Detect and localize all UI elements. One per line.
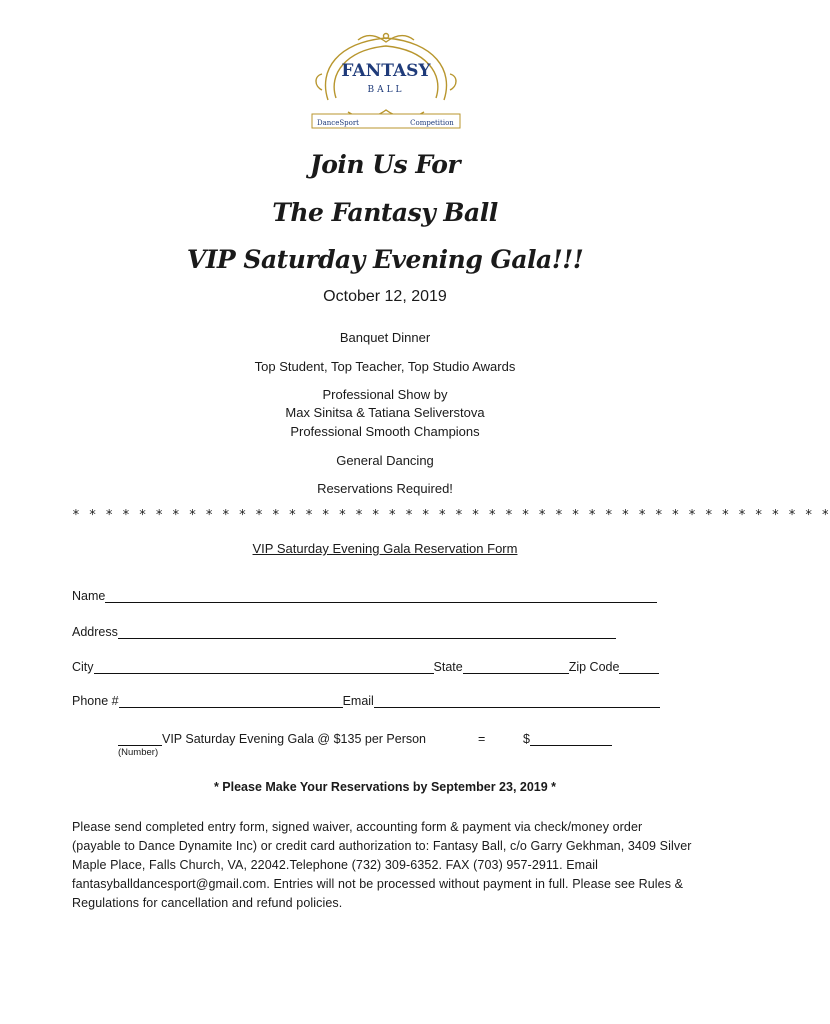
logo-left-text: DanceSport (316, 119, 360, 127)
event-date: October 12, 2019 (323, 288, 447, 305)
gala-label: VIP Saturday Evening Gala @ $135 per Person (162, 732, 427, 746)
name-label: Name (72, 589, 106, 603)
city-field[interactable] (94, 659, 434, 674)
event-show-line-2: Max Sinitsa & Tatiana Seliverstova (285, 405, 485, 420)
event-show-line-3: Professional Smooth Champions (290, 424, 480, 439)
reservation-deadline-notice: * Please Make Your Reservations by September 23, 2019 * (213, 780, 557, 794)
heading-line-1: Join Us For (309, 150, 461, 179)
instructions-paragraph: Please send completed entry form, signed waiver, accounting form & payment via check/money order (payable to Dance Dynamite Inc) or credit card authorization to: Fantasy Ball, c/o Garry Gekhman, 3409 Silver Maple Place, Falls Church, VA, 22042.Telephone (732) 309-6352. FAX (703) 957-2911. Email fantasyballdancesport@gmail.com. Entries will not be processed without payment in full. Please see Rules & Regulations for cancellation and refund policies. (72, 820, 692, 910)
address-label: Address (72, 625, 118, 639)
city-label: City (72, 660, 94, 674)
event-item-reservations: Reservations Required! (317, 481, 453, 496)
email-field[interactable] (374, 693, 660, 708)
form-title: VIP Saturday Evening Gala Reservation Form (252, 541, 518, 556)
name-row (72, 585, 657, 603)
logo-title: FANTASY (341, 61, 431, 81)
number-hint: (Number) (118, 747, 159, 758)
address-field[interactable] (118, 624, 616, 639)
divider-stars: * * * * * * * * * * * * * * * * * * * * * * * * * * * * * * * * * * * * * * * * * * * * * * (72, 508, 830, 523)
city-row (72, 656, 659, 674)
phone-label: Phone # (72, 694, 119, 708)
heading-line-2: The Fantasy Ball (272, 198, 498, 227)
event-item-dancing: General Dancing (336, 453, 434, 468)
heading-line-3: VIP Saturday Evening Gala!!! (186, 245, 584, 274)
logo-right-text: Competition (410, 119, 454, 127)
fantasy-ball-logo (308, 30, 464, 134)
phone-field[interactable] (119, 693, 343, 708)
gala-equals: = (478, 732, 486, 746)
email-label: Email (342, 694, 374, 708)
address-row (72, 621, 616, 639)
event-show-line-1: Professional Show by (322, 387, 448, 402)
event-item-awards: Top Student, Top Teacher, Top Studio Awards (254, 359, 516, 374)
state-field[interactable] (463, 659, 569, 674)
phone-row (72, 690, 660, 708)
name-field[interactable] (105, 588, 657, 603)
event-item-banquet: Banquet Dinner (339, 330, 431, 345)
gala-total-field[interactable] (530, 731, 612, 746)
zip-field[interactable] (619, 659, 659, 674)
logo-subtitle: BALL (367, 85, 405, 95)
gala-row (118, 728, 612, 746)
gala-dollar: $ (523, 732, 530, 746)
state-label: State (433, 660, 463, 674)
gala-number-field[interactable] (118, 731, 162, 746)
zip-label: Zip Code (568, 660, 620, 674)
